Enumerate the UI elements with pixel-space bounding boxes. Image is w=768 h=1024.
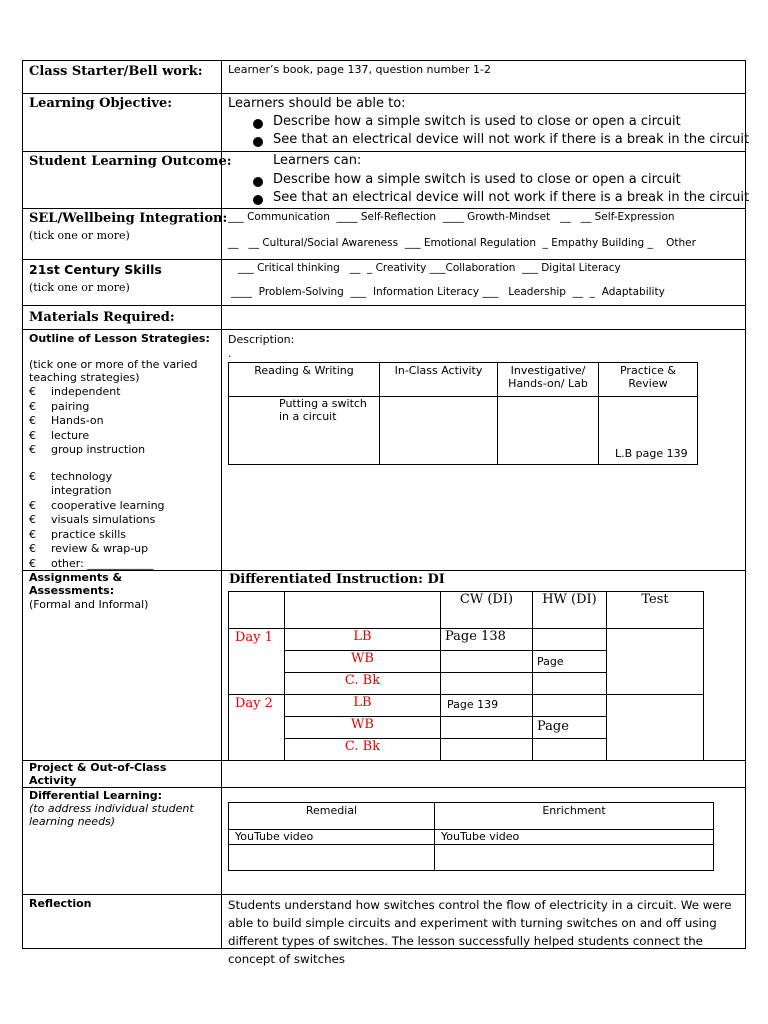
cell-practice-review: L.B page 139 (599, 397, 698, 465)
checkbox-icon: € (29, 542, 36, 555)
di-header-cw: CW (DI) (441, 592, 533, 629)
strategy-item: € cooperative learning (29, 498, 165, 512)
di-header-hw: HW (DI) (533, 592, 607, 629)
learning-objective-intro: Learners should be able to: (228, 96, 406, 111)
header-investigative: Investigative/ Hands-on/ Lab (498, 363, 599, 397)
row-divider (23, 787, 745, 788)
di-cw (441, 739, 533, 761)
di-title: Differentiated Instruction: DI (229, 572, 445, 587)
checkbox-icon: € (29, 443, 36, 456)
di-test (607, 629, 704, 695)
strategy-item: € group instruction (29, 443, 146, 456)
strategy-item: € independent (29, 385, 121, 398)
bullet-icon (253, 177, 263, 187)
di-cw (441, 673, 533, 695)
di-hw (533, 673, 607, 695)
header-in-class: In-Class Activity (380, 363, 498, 397)
di-cw (441, 651, 533, 673)
skills-hint: (tick one or more) (29, 281, 130, 294)
description-dot: . (228, 347, 232, 360)
checkbox-icon: € (29, 469, 36, 483)
row-divider (23, 329, 745, 330)
differential-hint: (to address individual student learning needs) (29, 802, 194, 828)
strategies-hint: (tick one or more of the varied teaching strategies) (29, 358, 198, 384)
di-day: Day 1 (229, 629, 285, 695)
strategy-item: € other: ____________ (29, 556, 154, 570)
sel-options-line1: ___ Communication ____ Self-Reflection ____ Growth-Mindset __ __ Self-Expression (228, 211, 675, 223)
row-divider (23, 259, 745, 260)
checkbox-icon: € (29, 527, 36, 541)
di-type: C. Bk (285, 739, 441, 761)
assignments-label: Assignments & Assessments: (29, 571, 123, 597)
checkbox-icon: € (29, 385, 36, 398)
bullet-icon (253, 137, 263, 147)
strategies-list (29, 385, 165, 571)
di-header-blank (285, 592, 441, 629)
project-label: Project & Out-of-Class Activity (29, 761, 167, 787)
learning-objective-label: Learning Objective: (29, 96, 173, 111)
bullet-icon (253, 195, 263, 205)
cell-investigative (498, 397, 599, 465)
row-divider (23, 151, 745, 152)
di-type: LB (285, 695, 441, 717)
di-test (607, 695, 704, 761)
di-type: LB (285, 629, 441, 651)
column-divider (221, 61, 222, 948)
enrichment-header: Enrichment (435, 803, 714, 830)
di-header-blank (229, 592, 285, 629)
di-header-test: Test (607, 592, 704, 629)
differential-label: Differential Learning: (29, 789, 163, 802)
learning-objective-item: See that an electrical device will not work if there is a break in the circuit (273, 132, 750, 147)
student-outcome-item: See that an electrical device will not work if there is a break in the circuit (273, 190, 750, 205)
header-reading-writing: Reading & Writing (229, 363, 380, 397)
di-hw: Page (533, 717, 607, 739)
header-practice-review: Practice & Review (599, 363, 698, 397)
row-divider (23, 894, 745, 895)
di-table (228, 591, 704, 761)
enrichment-empty (435, 845, 714, 871)
sel-hint: (tick one or more) (29, 229, 130, 242)
strategies-table (228, 362, 698, 465)
row-divider (23, 305, 745, 306)
checkbox-icon: € (29, 414, 36, 427)
skills-options-line1: ___ Critical thinking __ _ Creativity ___Collaboration ___ Digital Literacy (238, 262, 621, 274)
reflection-text: Students understand how switches control the flow of electricity in a circuit. We were able to build simple circuits and experiment with turning switches on and off using different types of switches. The lesson successfully helped students connect the concept of switches (228, 898, 732, 966)
remedial-empty (229, 845, 435, 871)
description-label: Description: (228, 333, 295, 346)
strategy-item: € review & wrap-up (29, 542, 149, 555)
differential-table (228, 802, 714, 871)
di-cw: Page 139 (441, 695, 533, 717)
assignments-hint: (Formal and Informal) (29, 598, 149, 611)
skills-label: 21st Century Skills (29, 262, 162, 277)
checkbox-icon: € (29, 428, 36, 442)
student-outcome-label: Student Learning Outcome: (29, 154, 232, 169)
strategy-item: € practice skills (29, 527, 126, 541)
checkbox-icon: € (29, 556, 36, 570)
remedial-header: Remedial (229, 803, 435, 830)
class-starter-value: Learner’s book, page 137, question number 1-2 (228, 63, 491, 76)
student-outcome-intro: Learners can: (273, 153, 362, 168)
checkbox-icon: € (29, 513, 36, 526)
di-cw: Page 138 (441, 629, 533, 651)
strategies-label: Outline of Lesson Strategies: (29, 332, 210, 345)
row-divider (23, 208, 745, 209)
di-hw (533, 739, 607, 761)
cell-in-class (380, 397, 498, 465)
strategy-item: € Hands-on (29, 414, 104, 427)
di-cw (441, 717, 533, 739)
di-type: WB (285, 651, 441, 673)
strategy-item: € lecture (29, 428, 90, 442)
skills-options-line2: ____ Problem-Solving ___ Information Literacy ___ Leadership __ _ Adaptability (231, 286, 665, 298)
materials-label: Materials Required: (29, 310, 175, 325)
di-type: C. Bk (285, 673, 441, 695)
strategy-item: € pairing (29, 399, 90, 413)
checkbox-icon: € (29, 399, 36, 413)
remedial-value: YouTube video (229, 830, 435, 845)
student-outcome-item: Describe how a simple switch is used to close or open a circuit (273, 172, 681, 187)
di-type: WB (285, 717, 441, 739)
di-day: Day 2 (229, 695, 285, 761)
bullet-icon (253, 119, 263, 129)
enrichment-value: YouTube video (435, 830, 714, 845)
di-hw (533, 695, 607, 717)
row-divider (23, 93, 745, 94)
strategy-item: € visuals simulations (29, 513, 156, 526)
learning-objective-item: Describe how a simple switch is used to close or open a circuit (273, 114, 681, 129)
cell-reading-writing: Putting a switch in a circuit (229, 397, 380, 465)
sel-label: SEL/Wellbeing Integration: (29, 211, 228, 226)
strategy-item: € technology integration (29, 469, 113, 497)
sel-options-line2: __ __ Cultural/Social Awareness ___ Emotional Regulation _ Empathy Building _ Other (228, 237, 696, 249)
lesson-plan-table (22, 60, 750, 966)
checkbox-icon: € (29, 498, 36, 512)
reflection-label: Reflection (29, 897, 92, 910)
di-hw (533, 629, 607, 651)
class-starter-label: Class Starter/Bell work: (29, 64, 203, 79)
di-hw: Page (533, 651, 607, 673)
